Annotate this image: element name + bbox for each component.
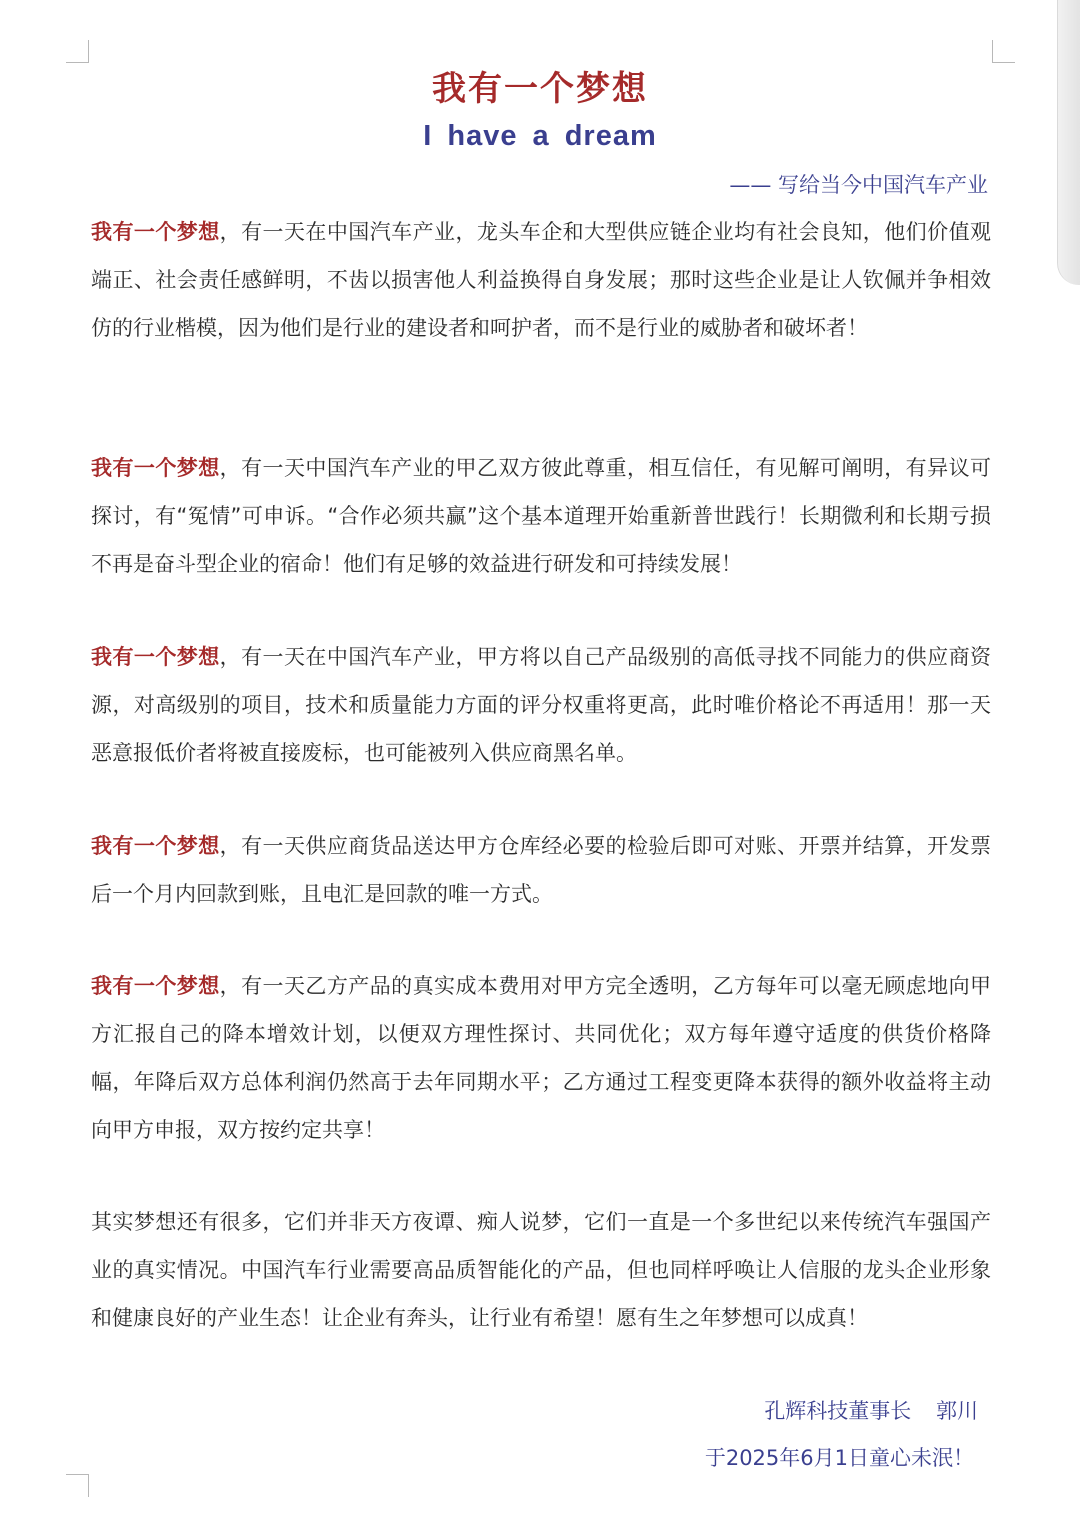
paragraph-lead: 我有一个梦想: [91, 645, 220, 669]
document-subtitle: I have a dream: [423, 120, 657, 152]
paragraph-text: ，有一天乙方产品的真实成本费用对甲方完全透明，乙方每年可以毫无顾虑地向甲方汇报自己的降本增效计划，以便双方理性探讨、共同优化；双方每年遵守适度的供货价格降幅，年降后双方总体利润仍然高于去年同期水平；乙方通过工程变更降本获得的额外收益将主动向甲方申报，双方按约定共享！: [91, 974, 992, 1142]
signature-name: 孔辉科技董事长 郭川: [764, 1399, 978, 1423]
paragraph-lead: 我有一个梦想: [91, 220, 220, 244]
paragraph-lead: 我有一个梦想: [91, 834, 220, 858]
paragraph-4: [91, 822, 991, 918]
paragraph-text: ，有一天在中国汽车产业，龙头车企和大型供应链企业均有社会良知，他们价值观端正、社会责任感鲜明，不齿以损害他人利益换得自身发展；那时这些企业是让人钦佩并争相效仿的行业楷模，因为他们是行业的建设者和呵护者，而不是行业的威胁者和破坏者！: [91, 220, 992, 340]
paragraph-text: ，有一天供应商货品送达甲方仓库经必要的检验后即可对账、开票并结算，开发票后一个月内回款到账，且电汇是回款的唯一方式。: [91, 834, 992, 906]
paragraph-lead: 我有一个梦想: [91, 974, 220, 998]
paragraph-text: ，有一天中国汽车产业的甲乙双方彼此尊重，相互信任，有见解可阐明，有异议可探讨，有“冤情”可申诉。“合作必须共赢”这个基本道理开始重新普世践行！长期微利和长期亏损不再是奋斗型企业的宿命！他们有足够的效益进行研发和可持续发展！: [91, 456, 992, 576]
document-title: 我有一个梦想: [432, 69, 648, 109]
corner-mark-bottom-left: [66, 1474, 89, 1497]
paragraph-5: [91, 962, 991, 1154]
corner-mark-top-left: [66, 40, 89, 63]
paragraph-3: [91, 633, 991, 777]
dedication-line: —— 写给当今中国汽车产业: [729, 173, 988, 197]
paragraph-2: [91, 444, 991, 588]
paragraph-text: 其实梦想还有很多，它们并非天方夜谭、痴人说梦，它们一直是一个多世纪以来传统汽车强国产业的真实情况。中国汽车行业需要高品质智能化的产品，但也同样呼唤让人信服的龙头企业形象和健康良好的产业生态！让企业有奔头，让行业有希望！愿有生之年梦想可以成真！: [91, 1210, 991, 1330]
paragraph-closing: [91, 1198, 991, 1342]
paragraph-text: ，有一天在中国汽车产业，甲方将以自己产品级别的高低寻找不同能力的供应商资源，对高级别的项目，技术和质量能力方面的评分权重将更高，此时唯价格论不再适用！那一天恶意报低价者将被直接废标，也可能被列入供应商黑名单。: [91, 645, 992, 765]
paragraph-1: [91, 208, 991, 352]
paragraph-lead: 我有一个梦想: [91, 456, 220, 480]
signature-date: 于2025年6月1日童心未泯！: [704, 1446, 974, 1470]
corner-mark-top-right: [992, 40, 1015, 63]
